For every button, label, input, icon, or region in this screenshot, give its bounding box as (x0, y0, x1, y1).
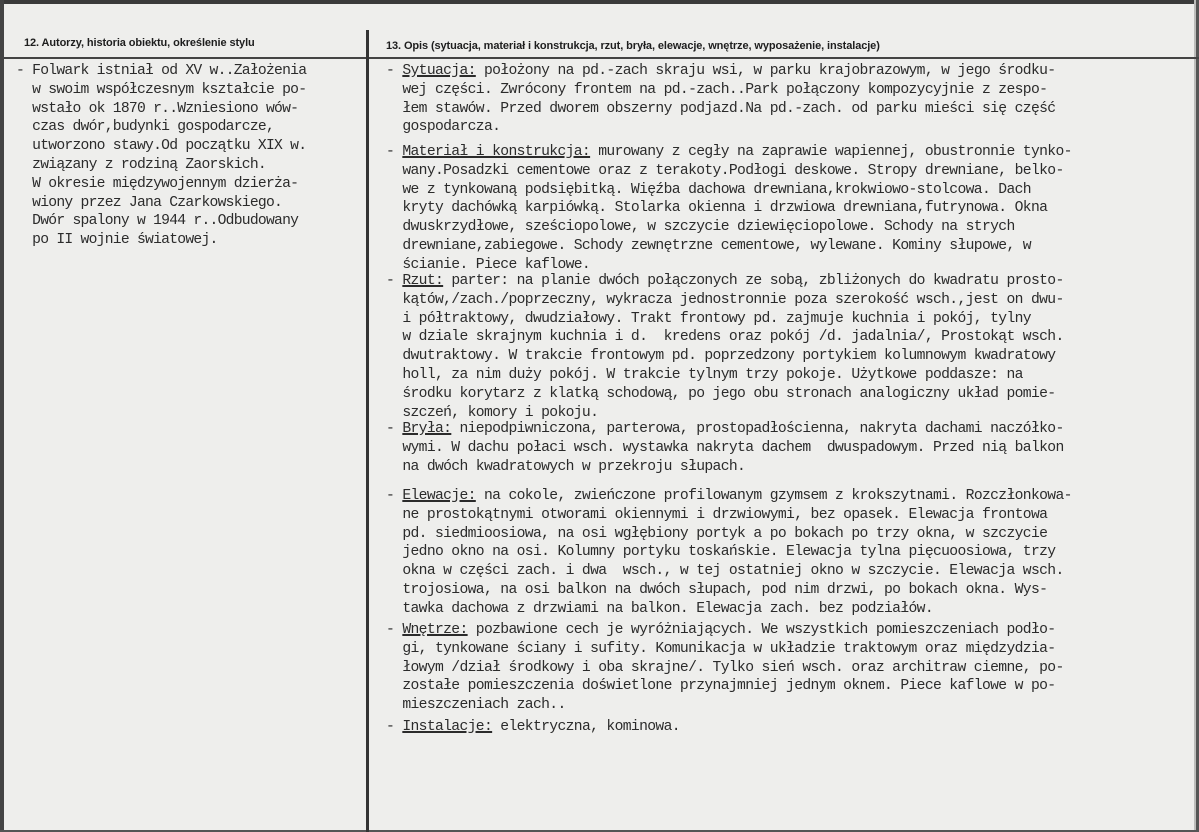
bullet-dash: - (386, 273, 403, 289)
section-material-konstrukcja (386, 143, 1196, 275)
section-instalacje (386, 718, 1196, 737)
section-text: na cokole, zwieńczone profilowanym gzymsem z krokszytnami. Rozczłonkowa- (475, 488, 1072, 504)
section-line: dwutraktowy. W trakcie frontowym pd. poprzedzony portykiem kolumnowym kwadratowy (386, 348, 1056, 365)
bullet-dash: - (386, 144, 403, 160)
section-line: środku korytarz z klatką schodową, po jego obu stronach analogiczny układ pomie- (386, 385, 1056, 402)
section-line: ścianie. Piece kaflowe. (386, 256, 591, 273)
section-sytuacja (386, 62, 1196, 137)
history-line: związany z rodziną Zaorskich. (16, 156, 266, 173)
section-line: zostałe pomieszczenia doświetlone przynajmniej jednym oknem. Piece kaflowe w po- (386, 678, 1056, 695)
section-first-line (386, 487, 1196, 506)
section-elewacje (386, 487, 1196, 619)
section-line: we z tynkowaną podsiębitką. Więźba dachowa drewniana,krokwiowo-stolcowa. Dach (386, 181, 1031, 198)
section-line: gi, tynkowane ściany i sufity. Komunikacja w układzie traktowym oraz międzydzia- (386, 640, 1056, 657)
bullet-dash: - (386, 622, 403, 638)
frame-top-border (0, 0, 1199, 4)
section-line: trojosiowa, na osi balkon na dwóch słupach, pod nim drzwi, po bokach okna. Wys- (386, 581, 1048, 598)
section-line: mieszczeniach zach.. (386, 697, 566, 714)
section-first-line (386, 718, 1196, 737)
bullet-dash: - (386, 719, 403, 735)
section-line: gospodarcza. (386, 119, 501, 136)
history-line: wiony przez Jana Czarkowskiego. (16, 194, 283, 211)
history-line: w swoim współczesnym kształcie po- (16, 81, 307, 98)
history-line: W okresie międzywojennym dzierża- (16, 175, 299, 192)
section-line: wymi. W dachu połaci wsch. wystawka nakryta dachem dwuspadowym. Przed nią balkon (386, 439, 1064, 456)
history-line: - Folwark istniał od XV w..Założenia (16, 63, 307, 79)
section-label: Elewacje: (402, 488, 476, 504)
header-rule (4, 57, 1199, 59)
section-12-heading: 12. Autorzy, historia obiektu, określenie stylu (24, 37, 255, 49)
bullet-dash: - (386, 488, 403, 504)
section-first-line (386, 143, 1196, 162)
section-line: kątów,/zach./poprzeczny, wykracza jednostronnie poza szerokość wsch.,jest on dwu- (386, 291, 1064, 308)
section-first-line (386, 272, 1196, 291)
section-text: pozbawione cech je wyróżniających. We wszystkich pomieszczeniach podło- (467, 622, 1056, 638)
section-first-line (386, 420, 1196, 439)
section-text: murowany z cegły na zaprawie wapiennej, obustronnie tynko- (590, 144, 1072, 160)
section-label: Instalacje: (402, 719, 493, 735)
section-label: Sytuacja: (402, 63, 476, 79)
section-line: dwuskrzydłowe, sześciopolowe, w szczycie dziewięciopolowe. Schody na strych (386, 219, 1015, 236)
section-line: wej części. Zwrócony frontem na pd.-zach..Park połączony kompozycyjnie z zespo- (386, 81, 1048, 98)
section-line: pd. siedmioosiowa, na osi wgłębiony portyk a po bokach po trzy okna, w szczycie (386, 525, 1048, 542)
section-text: położony na pd.-zach skraju wsi, w parku krajobrazowym, w jego środku- (475, 63, 1056, 79)
section-text: elektryczna, kominowa. (492, 719, 680, 735)
section-line: okna w części zach. i dwa wsch., w tej ostatniej okno w szczycie. Elewacja wsch. (386, 563, 1064, 580)
section-first-line (386, 621, 1196, 640)
section-line: drewniane,zabiegowe. Schody zewnętrzne cementowe, wylewane. Kominy słupowe, w (386, 237, 1031, 254)
section-line: na dwóch kwadratowych w przekroju słupach. (386, 458, 746, 475)
history-line: utworzono stawy.Od początku XIX w. (16, 138, 307, 155)
section-line: w dziale skrajnym kuchnia i d. kredens oraz pokój /d. jadalnia/, Prostokąt wsch. (386, 329, 1064, 346)
section-label: Bryła: (402, 421, 452, 437)
section-text: niepodpiwniczona, parterowa, prostopadłościenna, nakryta dachami naczółko- (451, 421, 1064, 437)
history-line: Dwór spalony w 1944 r..Odbudowany (16, 213, 299, 230)
history-line: czas dwór,budynki gospodarcze, (16, 119, 275, 136)
history-line: po II wojnie światowej. (16, 232, 218, 249)
frame-left-border (0, 0, 4, 832)
section-bryla (386, 420, 1196, 476)
section-wnetrze (386, 621, 1196, 715)
section-line: szczeń, komory i pokoju. (386, 404, 599, 421)
bullet-dash: - (386, 421, 403, 437)
section-line: jedno okno na osi. Kolumny portyku toskańskie. Elewacja tylna pięcuoosiowa, trzy (386, 544, 1056, 561)
section-label: Materiał i konstrukcja: (402, 144, 591, 160)
section-rzut (386, 272, 1196, 422)
section-line: ne prostokątnymi otworami okiennymi i drzwiowymi, bez opasek. Elewacja frontowa (386, 506, 1048, 523)
section-first-line (386, 62, 1196, 81)
section-line: i półtraktowy, dwudziałowy. Trakt frontowy pd. zajmuje kuchnia i pokój, tylny (386, 310, 1031, 327)
section-line: kryty dachówką karpiówką. Stolarka okienna i drzwiowa drewniana,futrynowa. Okna (386, 200, 1048, 217)
bullet-dash: - (386, 63, 403, 79)
section-label: Wnętrze: (402, 622, 468, 638)
section-line: łem stawów. Przed dworem obszerny podjazd.Na pd.-zach. od parku mieści się część (386, 100, 1056, 117)
section-13-heading: 13. Opis (sytuacja, materiał i konstrukcja, rzut, bryła, elewacje, wnętrze, wyposażenie, instalacje) (386, 40, 880, 52)
section-label: Rzut: (402, 273, 444, 289)
section-line: holl, za nim duży pokój. W trakcie tylnym trzy pokoje. Użytkowe poddasze: na (386, 366, 1023, 383)
section-text: parter: na planie dwóch połączonych ze sobą, zbliżonych do kwadratu prosto- (443, 273, 1064, 289)
section-line: tawka dachowa z drzwiami na balkon. Elewacja zach. bez podziałów. (386, 600, 933, 617)
history-line: wstało ok 1870 r..Wzniesiono wów- (16, 100, 299, 117)
section-line: łowym /dział środkowy i oba skrajne/. Tylko sień wsch. oraz architraw ciemne, po- (386, 659, 1064, 676)
section-line: wany.Posadzki cementowe oraz z terakoty.Podłogi deskowe. Stropy drewniane, belko- (386, 162, 1064, 179)
history-text-block (16, 62, 368, 250)
